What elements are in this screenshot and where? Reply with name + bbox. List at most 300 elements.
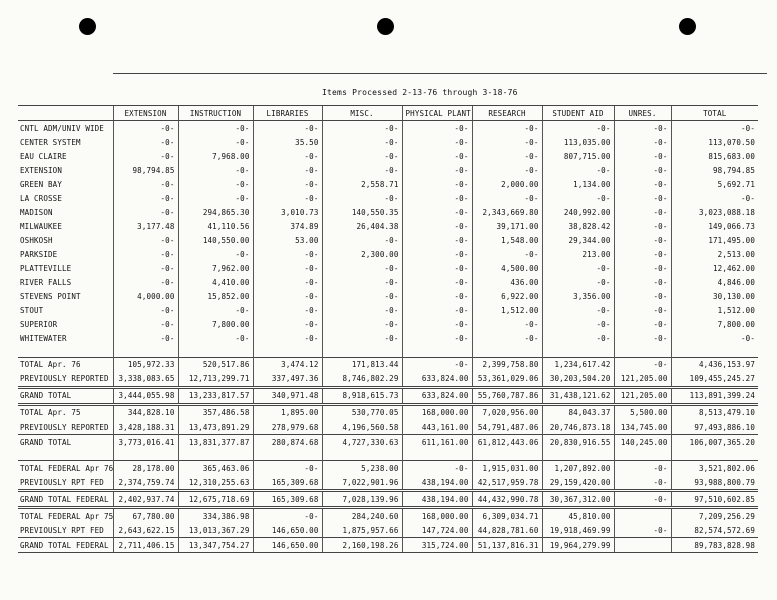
value-cell: -0-	[253, 149, 322, 163]
row-label: STOUT	[20, 306, 44, 316]
table-row	[18, 461, 758, 476]
value-cell: -0-	[322, 121, 402, 136]
value-cell: -0-	[614, 135, 671, 149]
value-cell: -0-	[542, 121, 614, 136]
value-cell: 8,918,615.73	[322, 387, 402, 404]
table-row	[18, 262, 758, 276]
value-cell: -0-	[253, 318, 322, 332]
value-cell: 53,361,029.06	[472, 372, 542, 388]
value-cell: 28,178.00	[113, 461, 178, 476]
value-cell: 7,800.00	[178, 318, 253, 332]
table-row	[18, 219, 758, 233]
value-cell: 3,773,016.41	[113, 435, 178, 450]
spacer-cell	[18, 346, 113, 358]
value-cell: -0-	[322, 332, 402, 346]
row-label: PARKSIDE	[20, 249, 58, 259]
value-cell: -0-	[253, 290, 322, 304]
row-label: TOTAL Apr. 75	[18, 404, 113, 420]
spacer-cell	[671, 449, 758, 461]
value-cell: 98,794.85	[671, 163, 758, 177]
value-cell: 4,727,330.63	[322, 435, 402, 450]
value-cell: 12,675,718.69	[178, 491, 253, 508]
value-cell: 530,770.05	[322, 404, 402, 420]
column-header: EXTENSION	[113, 106, 178, 121]
value-cell: 98,794.85	[113, 163, 178, 177]
value-cell: 6,309,034.71	[472, 508, 542, 524]
value-cell: -0-	[322, 233, 402, 247]
value-cell: -0-	[113, 304, 178, 318]
value-cell: 2,558.71	[322, 177, 402, 191]
value-cell: -0-	[322, 318, 402, 332]
value-cell: 280,874.68	[253, 435, 322, 450]
value-cell: 633,824.00	[402, 387, 472, 404]
table-row	[18, 332, 758, 346]
column-header: PHYSICAL PLANT	[402, 106, 472, 121]
value-cell: 121,205.00	[614, 372, 671, 388]
table-row	[18, 191, 758, 205]
row-label: EXTENSION	[20, 165, 62, 175]
table-row	[18, 372, 758, 388]
value-cell: 5,238.00	[322, 461, 402, 476]
value-cell: -0-	[402, 233, 472, 247]
value-cell: 340,971.48	[253, 387, 322, 404]
table-row	[18, 304, 758, 318]
value-cell: 171,813.44	[322, 357, 402, 372]
table-row	[18, 404, 758, 420]
table-row	[18, 491, 758, 508]
value-cell: 20,746,873.18	[542, 420, 614, 435]
value-cell: -0-	[472, 149, 542, 163]
value-cell: -0-	[322, 304, 402, 318]
table-row	[18, 508, 758, 524]
spacer-cell	[253, 449, 322, 461]
row-label: PLATTEVILLE	[20, 264, 72, 274]
spacer-cell	[322, 449, 402, 461]
value-cell: 168,000.00	[402, 404, 472, 420]
value-cell	[614, 538, 671, 553]
table-row	[18, 538, 758, 553]
value-cell: -0-	[253, 332, 322, 346]
row-label: LA CROSSE	[20, 193, 62, 203]
table-row	[18, 387, 758, 404]
value-cell: -0-	[113, 205, 178, 219]
value-cell: 13,233,817.57	[178, 387, 253, 404]
value-cell: 3,474.12	[253, 357, 322, 372]
spacer-cell	[614, 346, 671, 358]
value-cell: 374.89	[253, 219, 322, 233]
value-cell: 1,512.00	[472, 304, 542, 318]
value-cell: 51,137,816.31	[472, 538, 542, 553]
value-cell: 7,020,956.00	[472, 404, 542, 420]
value-cell: 13,347,754.27	[178, 538, 253, 553]
value-cell: 334,386.98	[178, 508, 253, 524]
value-cell: 146,650.00	[253, 523, 322, 538]
row-label: RIVER FALLS	[20, 278, 72, 288]
value-cell: -0-	[671, 332, 758, 346]
value-cell: 2,000.00	[472, 177, 542, 191]
table-row	[18, 149, 758, 163]
column-header: STUDENT AID	[542, 106, 614, 121]
value-cell: -0-	[472, 332, 542, 346]
value-cell: 106,007,365.20	[671, 435, 758, 450]
value-cell: 93,988,800.79	[671, 475, 758, 491]
column-header: TOTAL	[671, 106, 758, 121]
value-cell: 149,066.73	[671, 219, 758, 233]
value-cell: 443,161.00	[402, 420, 472, 435]
value-cell: -0-	[113, 318, 178, 332]
value-cell: -0-	[402, 149, 472, 163]
table-row	[18, 357, 758, 372]
report-title: Items Processed 2-13-76 through 3-18-76	[322, 88, 518, 97]
value-cell: 1,134.00	[542, 177, 614, 191]
value-cell: 26,404.38	[322, 219, 402, 233]
value-cell: -0-	[402, 357, 472, 372]
table-row	[18, 121, 758, 136]
value-cell	[614, 508, 671, 524]
column-header-row	[18, 106, 758, 121]
value-cell: -0-	[614, 163, 671, 177]
value-cell: -0-	[178, 332, 253, 346]
value-cell: -0-	[253, 177, 322, 191]
table-row	[18, 290, 758, 304]
value-cell: -0-	[402, 135, 472, 149]
value-cell: 1,915,031.00	[472, 461, 542, 476]
value-cell: -0-	[402, 121, 472, 136]
column-header: LIBRARIES	[253, 106, 322, 121]
value-cell: 3,338,083.65	[113, 372, 178, 388]
value-cell: 15,852.00	[178, 290, 253, 304]
value-cell: 2,300.00	[322, 247, 402, 261]
value-cell: -0-	[113, 276, 178, 290]
value-cell: 12,462.00	[671, 262, 758, 276]
value-cell: 5,500.00	[614, 404, 671, 420]
value-cell: -0-	[322, 191, 402, 205]
value-cell: 140,550.00	[178, 233, 253, 247]
table-row	[18, 177, 758, 191]
value-cell: 1,895.00	[253, 404, 322, 420]
spacer-cell	[542, 449, 614, 461]
value-cell: 2,399,758.80	[472, 357, 542, 372]
value-cell: -0-	[178, 121, 253, 136]
value-cell: 29,344.00	[542, 233, 614, 247]
value-cell: -0-	[402, 276, 472, 290]
row-label: PREVIOUSLY REPORTED	[20, 422, 109, 432]
value-cell: -0-	[113, 262, 178, 276]
value-cell: 97,493,886.10	[671, 420, 758, 435]
value-cell: 438,194.00	[402, 491, 472, 508]
value-cell: -0-	[402, 191, 472, 205]
row-label: GRAND TOTAL FEDERAL	[18, 491, 113, 508]
value-cell: -0-	[402, 318, 472, 332]
value-cell: 44,432,990.78	[472, 491, 542, 508]
column-header-blank	[18, 106, 113, 121]
value-cell: 38,828.42	[542, 219, 614, 233]
value-cell: 438,194.00	[402, 475, 472, 491]
value-cell: 2,343,669.80	[472, 205, 542, 219]
value-cell: 611,161.00	[402, 435, 472, 450]
value-cell: -0-	[178, 304, 253, 318]
value-cell: 3,356.00	[542, 290, 614, 304]
value-cell: 2,513.00	[671, 247, 758, 261]
table-body	[18, 121, 758, 553]
value-cell: 31,438,121.62	[542, 387, 614, 404]
value-cell: 284,240.60	[322, 508, 402, 524]
column-header: UNRES.	[614, 106, 671, 121]
value-cell: 3,444,055.98	[113, 387, 178, 404]
value-cell: 3,521,802.06	[671, 461, 758, 476]
value-cell: 278,979.68	[253, 420, 322, 435]
table-row	[18, 247, 758, 261]
table-row	[18, 420, 758, 435]
value-cell: 337,497.36	[253, 372, 322, 388]
row-label: GRAND TOTAL	[18, 387, 113, 404]
value-cell: -0-	[253, 191, 322, 205]
value-cell: 7,800.00	[671, 318, 758, 332]
value-cell: 7,028,139.96	[322, 491, 402, 508]
value-cell: -0-	[542, 276, 614, 290]
value-cell: -0-	[472, 191, 542, 205]
value-cell: -0-	[402, 304, 472, 318]
value-cell: 12,713,299.71	[178, 372, 253, 388]
value-cell: -0-	[113, 247, 178, 261]
value-cell: 82,574,572.69	[671, 523, 758, 538]
value-cell: -0-	[542, 332, 614, 346]
value-cell: -0-	[253, 508, 322, 524]
value-cell: -0-	[178, 247, 253, 261]
row-label: CENTER SYSTEM	[20, 137, 81, 147]
value-cell: -0-	[402, 461, 472, 476]
value-cell: 3,177.48	[113, 219, 178, 233]
value-cell: 7,022,901.96	[322, 475, 402, 491]
value-cell: 3,010.73	[253, 205, 322, 219]
column-header: INSTRUCTION	[178, 106, 253, 121]
value-cell: 4,436,153.97	[671, 357, 758, 372]
value-cell: 165,309.68	[253, 475, 322, 491]
row-label: OSHKOSH	[20, 235, 53, 245]
spacer-cell	[253, 346, 322, 358]
table-row	[18, 523, 758, 538]
row-label: PREVIOUSLY REPORTED	[20, 374, 109, 384]
spacer-row	[18, 346, 758, 358]
row-label: TOTAL FEDERAL Apr 76	[18, 461, 113, 476]
row-label: TOTAL FEDERAL Apr 75	[18, 508, 113, 524]
value-cell: -0-	[614, 318, 671, 332]
value-cell: -0-	[614, 247, 671, 261]
value-cell: 344,828.10	[113, 404, 178, 420]
value-cell: 13,013,367.29	[178, 523, 253, 538]
value-cell: 140,550.35	[322, 205, 402, 219]
value-cell: 2,374,759.74	[113, 475, 178, 491]
value-cell: 146,650.00	[253, 538, 322, 553]
value-cell: 294,865.30	[178, 205, 253, 219]
value-cell: 19,918,469.99	[542, 523, 614, 538]
value-cell: -0-	[614, 219, 671, 233]
value-cell: -0-	[542, 262, 614, 276]
value-cell: -0-	[253, 247, 322, 261]
value-cell: -0-	[178, 135, 253, 149]
table-row	[18, 318, 758, 332]
row-label: CNTL ADM/UNIV WIDE	[20, 123, 104, 133]
value-cell: -0-	[113, 121, 178, 136]
value-cell: -0-	[614, 233, 671, 247]
value-cell: 20,830,916.55	[542, 435, 614, 450]
binder-hole-left	[79, 18, 96, 35]
value-cell: 7,968.00	[178, 149, 253, 163]
value-cell: -0-	[322, 276, 402, 290]
row-label: SUPERIOR	[20, 320, 58, 330]
spacer-cell	[402, 346, 472, 358]
value-cell: -0-	[253, 121, 322, 136]
value-cell: 42,517,959.78	[472, 475, 542, 491]
value-cell: -0-	[614, 461, 671, 476]
value-cell: 4,500.00	[472, 262, 542, 276]
value-cell: 240,992.00	[542, 205, 614, 219]
spacer-row	[18, 449, 758, 461]
value-cell: -0-	[671, 191, 758, 205]
value-cell: 113,035.00	[542, 135, 614, 149]
value-cell: -0-	[614, 304, 671, 318]
value-cell: -0-	[472, 318, 542, 332]
spacer-cell	[671, 346, 758, 358]
value-cell: 168,000.00	[402, 508, 472, 524]
header-rule	[113, 73, 767, 74]
column-header: MISC.	[322, 106, 402, 121]
value-cell: 2,402,937.74	[113, 491, 178, 508]
value-cell: -0-	[178, 163, 253, 177]
value-cell: -0-	[402, 177, 472, 191]
value-cell: 4,196,560.58	[322, 420, 402, 435]
value-cell: 44,828,781.60	[472, 523, 542, 538]
value-cell: 365,463.06	[178, 461, 253, 476]
spacer-cell	[178, 449, 253, 461]
value-cell: -0-	[113, 191, 178, 205]
value-cell: -0-	[614, 491, 671, 508]
value-cell: 121,205.00	[614, 387, 671, 404]
value-cell: 7,962.00	[178, 262, 253, 276]
value-cell: -0-	[614, 523, 671, 538]
table-row	[18, 276, 758, 290]
value-cell: 5,692.71	[671, 177, 758, 191]
value-cell: 4,410.00	[178, 276, 253, 290]
value-cell: -0-	[113, 332, 178, 346]
row-label: EAU CLAIRE	[20, 151, 67, 161]
value-cell: -0-	[113, 177, 178, 191]
binder-hole-right	[679, 18, 696, 35]
value-cell: 1,875,957.66	[322, 523, 402, 538]
table-row	[18, 205, 758, 219]
value-cell: -0-	[542, 304, 614, 318]
value-cell: 3,428,188.31	[113, 420, 178, 435]
value-cell: 147,724.00	[402, 523, 472, 538]
value-cell: -0-	[542, 191, 614, 205]
spacer-cell	[113, 449, 178, 461]
value-cell: 436.00	[472, 276, 542, 290]
value-cell: 1,207,892.00	[542, 461, 614, 476]
binder-hole-center	[377, 18, 394, 35]
row-label: PREVIOUSLY RPT FED	[20, 477, 104, 487]
value-cell: -0-	[542, 163, 614, 177]
value-cell: 2,643,622.15	[113, 523, 178, 538]
value-cell: 105,972.33	[113, 357, 178, 372]
spacer-cell	[472, 346, 542, 358]
value-cell: 45,810.00	[542, 508, 614, 524]
column-header: RESEARCH	[472, 106, 542, 121]
items-processed-table	[18, 105, 758, 553]
value-cell: -0-	[322, 149, 402, 163]
value-cell: -0-	[253, 304, 322, 318]
value-cell: -0-	[472, 247, 542, 261]
value-cell: 357,486.58	[178, 404, 253, 420]
table-row	[18, 435, 758, 450]
value-cell: 113,891,399.24	[671, 387, 758, 404]
table-row	[18, 163, 758, 177]
value-cell: 315,724.00	[402, 538, 472, 553]
value-cell: 807,715.00	[542, 149, 614, 163]
value-cell: -0-	[322, 163, 402, 177]
value-cell: 12,310,255.63	[178, 475, 253, 491]
value-cell: -0-	[614, 475, 671, 491]
spacer-cell	[113, 346, 178, 358]
spacer-cell	[402, 449, 472, 461]
value-cell: 165,309.68	[253, 491, 322, 508]
value-cell: 7,209,256.29	[671, 508, 758, 524]
row-label: GRAND TOTAL FEDERAL	[18, 538, 113, 553]
value-cell: -0-	[113, 149, 178, 163]
value-cell: 61,812,443.06	[472, 435, 542, 450]
value-cell: -0-	[402, 262, 472, 276]
value-cell: 140,245.00	[614, 435, 671, 450]
row-label: TOTAL Apr. 76	[18, 357, 113, 372]
value-cell: -0-	[542, 318, 614, 332]
row-label: PREVIOUSLY RPT FED	[20, 525, 104, 535]
value-cell: 97,510,602.85	[671, 491, 758, 508]
value-cell: 39,171.00	[472, 219, 542, 233]
value-cell: 4,000.00	[113, 290, 178, 304]
value-cell: -0-	[614, 149, 671, 163]
spacer-cell	[178, 346, 253, 358]
value-cell: 41,110.56	[178, 219, 253, 233]
value-cell: 30,367,312.00	[542, 491, 614, 508]
value-cell: -0-	[402, 205, 472, 219]
value-cell: -0-	[402, 163, 472, 177]
value-cell: -0-	[322, 290, 402, 304]
value-cell: -0-	[614, 290, 671, 304]
value-cell: 633,824.00	[402, 372, 472, 388]
row-label: GRAND TOTAL	[18, 435, 113, 450]
value-cell: 8,513,479.10	[671, 404, 758, 420]
value-cell: 35.50	[253, 135, 322, 149]
value-cell: -0-	[322, 262, 402, 276]
table-row	[18, 475, 758, 491]
value-cell: 55,760,787.86	[472, 387, 542, 404]
value-cell: -0-	[178, 177, 253, 191]
value-cell: 109,455,245.27	[671, 372, 758, 388]
value-cell: -0-	[253, 276, 322, 290]
value-cell: 520,517.86	[178, 357, 253, 372]
value-cell: 113,070.50	[671, 135, 758, 149]
value-cell: -0-	[614, 177, 671, 191]
spacer-cell	[472, 449, 542, 461]
value-cell: 67,780.00	[113, 508, 178, 524]
spacer-cell	[542, 346, 614, 358]
value-cell: 4,846.00	[671, 276, 758, 290]
value-cell: -0-	[113, 135, 178, 149]
value-cell: 815,683.00	[671, 149, 758, 163]
value-cell: -0-	[472, 121, 542, 136]
row-label: STEVENS POINT	[20, 292, 81, 302]
row-label: GREEN BAY	[20, 179, 62, 189]
value-cell: -0-	[614, 332, 671, 346]
